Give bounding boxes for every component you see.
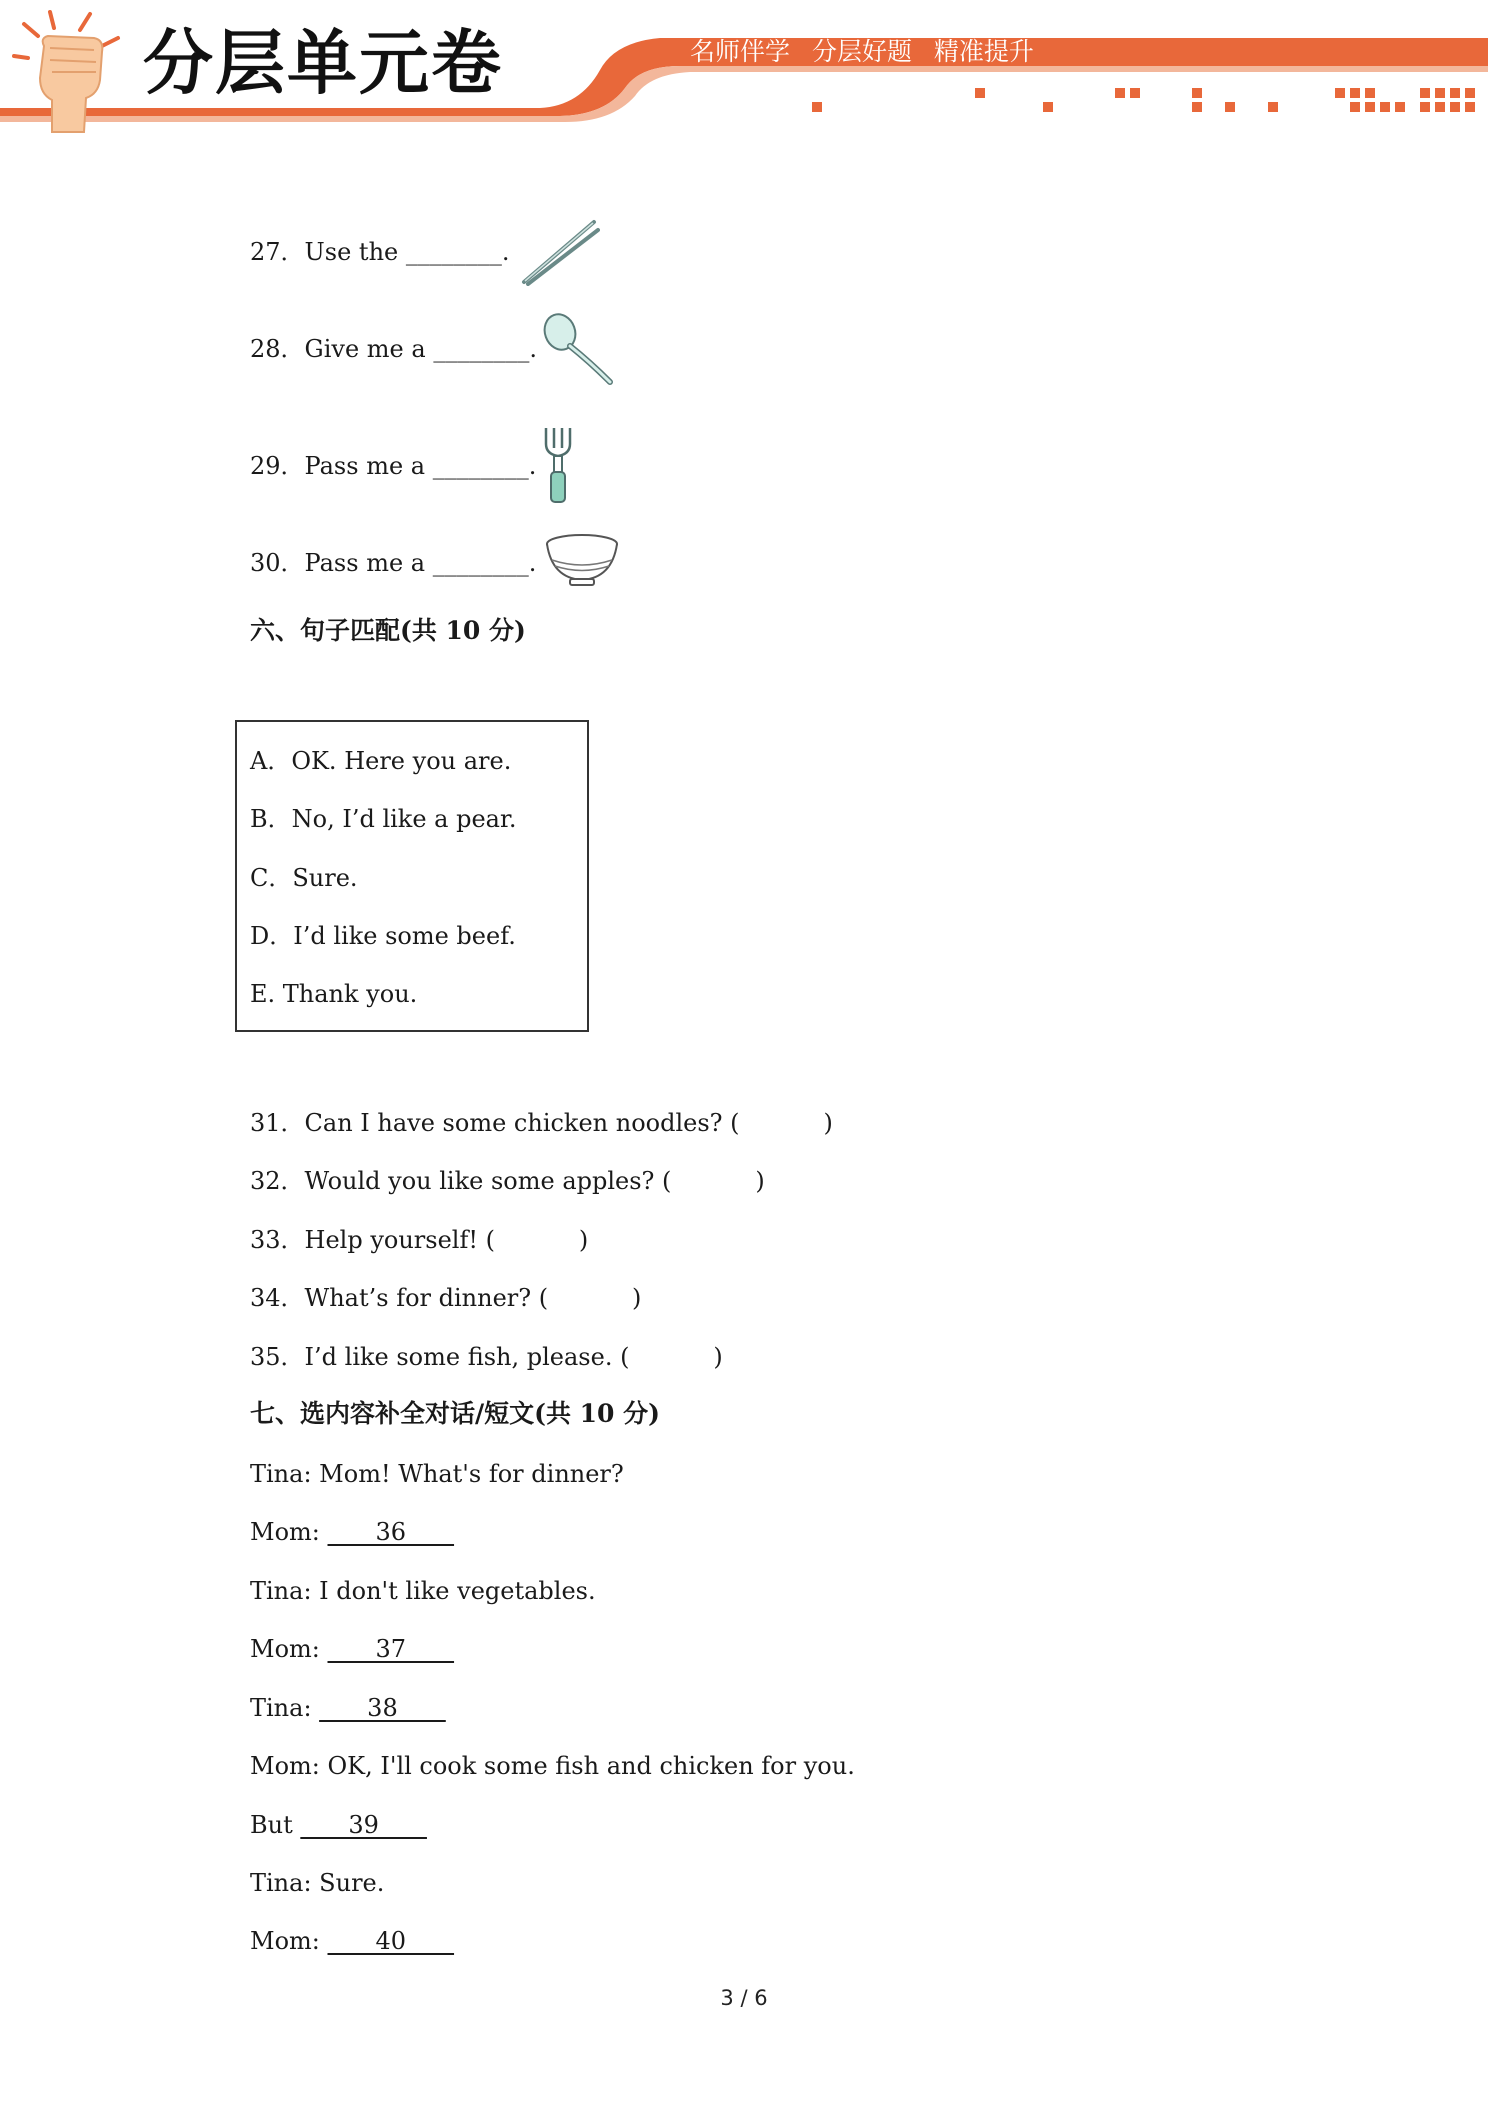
question-35: 35．I’d like some fish, please. ( ) [250, 1343, 723, 1371]
question-text: Give me a ________. [304, 335, 537, 363]
question-number: 30． [250, 549, 305, 577]
chopsticks-icon [520, 216, 600, 286]
dialog-line-1: Tina: Mom! What's for dinner? [250, 1460, 624, 1488]
section-7-title: 七、选内容补全对话/短文(共 10 分) [250, 1399, 660, 1428]
fork-icon [540, 426, 576, 506]
dialog-line-3: Tina: I don't like vegetables. [250, 1577, 596, 1605]
speaker-label: Mom: [250, 1518, 328, 1546]
question-34: 34．What’s for dinner? ( ) [250, 1284, 642, 1312]
question-33: 33．Help yourself! ( ) [250, 1226, 589, 1254]
question-27 [250, 236, 509, 268]
bowl-icon [544, 532, 620, 590]
option-b: B．No, I’d like a pear. [250, 805, 517, 833]
blank-36: ____36____ [327, 1518, 455, 1546]
question-29 [250, 450, 536, 482]
option-a: A．OK. Here you are. [250, 747, 512, 775]
dialog-line-2 [250, 1516, 454, 1548]
speaker-label: Mom: [250, 1635, 328, 1663]
blank-39: ____39____ [300, 1811, 427, 1839]
question-text: Pass me a ________. [304, 549, 537, 577]
question-text: Use the ________. [304, 238, 510, 266]
option-e: E. Thank you. [250, 980, 418, 1008]
dialog-line-8: Tina: Sure. [250, 1869, 385, 1897]
section-6-title: 六、句子匹配(共 10 分) [250, 616, 526, 645]
fist-logo-icon [10, 8, 130, 136]
question-32: 32．Would you like some apples? ( ) [250, 1167, 765, 1195]
question-number: 27． [250, 238, 305, 266]
option-c: C．Sure. [250, 864, 358, 892]
blank-37: ____37____ [327, 1635, 455, 1663]
spoon-icon [540, 312, 620, 390]
dialog-line-4 [250, 1633, 454, 1665]
page-header [0, 0, 1488, 135]
page-number: 3 / 6 [720, 1986, 768, 2010]
dialog-line-5 [250, 1692, 446, 1724]
speaker-label: Tina: [250, 1694, 320, 1722]
question-number: 29． [250, 452, 305, 480]
dialog-line-7 [250, 1809, 427, 1841]
header-slogan: 名师伴学 分层好题 精准提升 [690, 37, 1034, 66]
question-31: 31．Can I have some chicken noodles? ( ) [250, 1109, 833, 1137]
dialog-line-9 [250, 1925, 454, 1957]
blank-40: ____40____ [327, 1927, 455, 1955]
question-30 [250, 547, 536, 579]
option-d: D．I’d like some beef. [250, 922, 516, 950]
sentence-prefix: But [250, 1811, 301, 1839]
blank-38: ____38____ [319, 1694, 446, 1722]
dialog-line-6: Mom: OK, I'll cook some fish and chicken for you. [250, 1752, 855, 1780]
question-text: Pass me a ________. [304, 452, 537, 480]
speaker-label: Mom: [250, 1927, 328, 1955]
question-28 [250, 333, 537, 365]
question-number: 28． [250, 335, 305, 363]
header-title: 分层单元卷 [143, 22, 503, 104]
